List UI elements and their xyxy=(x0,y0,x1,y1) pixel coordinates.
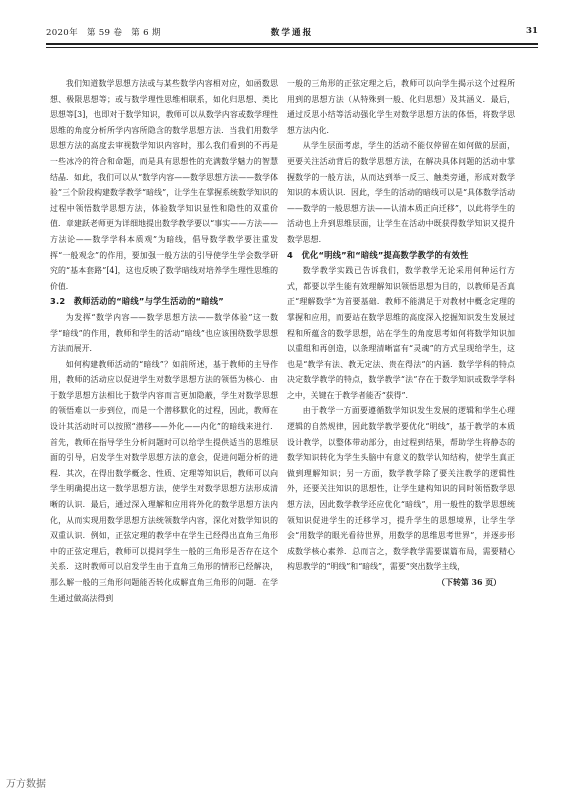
header-rule-thin xyxy=(46,47,538,48)
paragraph: 如何构建教师活动的“暗线”？如前所述，基于教师的主导作用，教师的活动应以促进学生对数学思想方法的领悟为核心．由于数学思想方法相比于数学内容而言更加隐蔽，学生对数学思想的领悟难以一步到位，而是一个潜移默化的过程，因此，教师在设计其活动时可以按照“潜移——外化——内化”的暗线来进行．首先，教师在指导学生分析问题时可以给学生提供适当的思维层面的引导，启发学生对数学思想方法的意会，促进问题分析的进程．其次，在得出数学概念、性质、定理等知识后，教师可以向学生明确提出这一数学思想方法，使学生对数学思想方法形成清晰的认识．最后，通过深入理解和应用将外化的数学思想方法内化，从而实现用数学思想方法统领数学内容，深化对数学知识的双重认识．例如，正弦定理的教学中在学生已经得出直角三角形中的正弦定理后，教师可以提问学生一般的三角形是否存在这个关系．这时教师可以启发学生由于直角三角形的情形已经解决，那么解一般的三角形问题能否转化成解直角三角形的问题．在学生通过做高法得到 xyxy=(50,359,278,603)
journal-title: 数学通报 xyxy=(270,28,314,38)
page-header xyxy=(46,26,538,40)
paragraph: 为发挥“数学内容——数学思想方法——数学体验”这一数学“暗线”的作用，教师和学生的活动“暗线”也应该围绕数学思想方法而展开． xyxy=(50,312,278,354)
header-rule-thick xyxy=(46,43,538,45)
paragraph: 由于教学一方面要遵循数学知识发生发展的逻辑和学生心理逻辑的自然规律，因此数学教学要优化“明线”，基于教学的本质设计教学，以整体带动部分，由过程到结果，帮助学生将静态的数学知识转化为学生头脑中有意义的数学认知结构，使学生真正做到理解知识；另一方面，数学教学除了要关注教学的逻辑性外，还要关注知识的思想性，让学生建构知识的同时领悟数学思想方法，因此数学教学还应优化“暗线”，用一般性的数学思想统领知识促进学生的迁移学习，提升学生的思想境界，让学生学会“用数学的眼光看待世界，用数学的思维思考世界”，并逐步形成数学核心素养．总而言之，数学教学需要谋篇布局，需要精心构思教学的“明线”和“暗线”，需要“突出数学主线， xyxy=(287,406,515,572)
issue-info: 2020年 第 59 卷 第 6 期 xyxy=(46,28,161,38)
paragraph: 从学生层面考虑，学生的活动不能仅停留在如何做的层面，更要关注活动背后的数学思想方法，在解决具体问题的活动中掌握数学的一般方法，从而达到举一反三、触类旁通，形成对数学知识的本质认识．因此，学生的活动的暗线可以是“具体数学活动——数学的一般思想方法——认清本质正向迁移”，以此将学生的活动也上升到思维层面，让学生在活动中既获得数学知识又提升数学思想． xyxy=(287,141,515,244)
section-heading-4: 4 优化“明线”和“暗线”提高数学教学的有效性 xyxy=(287,249,469,260)
paragraph: 数学教学实践已告诉我们，数学教学无论采用何种运行方式，都要以学生能有效理解知识领悟思想为目的，以教师是否真正“理解数学”为首要基础．教师不能满足于对教材中概念定理的掌握和应用，而要站在数学思维的高度深入挖掘知识发生发展过程和所蕴含的数学思想，站在学生的角度思考如何将数学知识加以重组和再创造，以条理清晰富有“灵魂”的方式呈现给学生，这也是“教学有法、教无定法、贵在得法”的内涵．数学学科的特点决定数学教学的特点，数学教学“法”存在于数学知识或数学学科之中，关键在于教学者能否“获得”． xyxy=(287,266,515,400)
paragraph: 我们知道数学思想方法或与某些数学内容相对应，如函数思想、极限思想等；或与数学理性思维相联系，如化归思想、类比思想等[3]，也即对于数学知识，教师可以从数学内容或数学理性思维的角度分析所学内容所隐含的数学思想方法．当我们用数学思想方法的高度去审视数学知识内容时，那么我们看到的不再是一些冰冷的符合和命题，而是具有思想性的充满数学魅力的智慧结晶．如此，我们可以从“数学内容——数学思想方法——数学体验”三个阶段构建数学教学“暗线”，让学生在掌握系统数学知识的过程中领悟数学思想方法，体验数学知识显性和隐性的双重价值．章建跃老师更为详细地提出数学教学要以“事实——方法——方法论——数学学科本质观”为暗线，倡导数学教学要注重发挥“一般观念”的作用，要加强一般方法的引导使学生学会数学研究的“基本套路”[4]，这也反映了数学暗线对培养学生理性思维的价值． xyxy=(50,79,278,291)
section-heading-3-2: 3.2 教师活动的“暗线”与学生活动的“暗线” xyxy=(50,296,224,307)
continued-note: （下转第 36 页） xyxy=(437,578,501,587)
right-column xyxy=(287,76,515,591)
page-number: 31 xyxy=(526,26,538,36)
paragraph-continued: 一般的三角形的正弦定理之后，教师可以向学生揭示这个过程所用到的思想方法（从特殊到一般、化归思想）及其涵义．最后，通过反思小结等活动强化学生对数学思想方法的体悟，将数学思想方法内化． xyxy=(287,79,515,135)
watermark: 万方数据 xyxy=(6,779,46,790)
left-column xyxy=(50,76,278,606)
